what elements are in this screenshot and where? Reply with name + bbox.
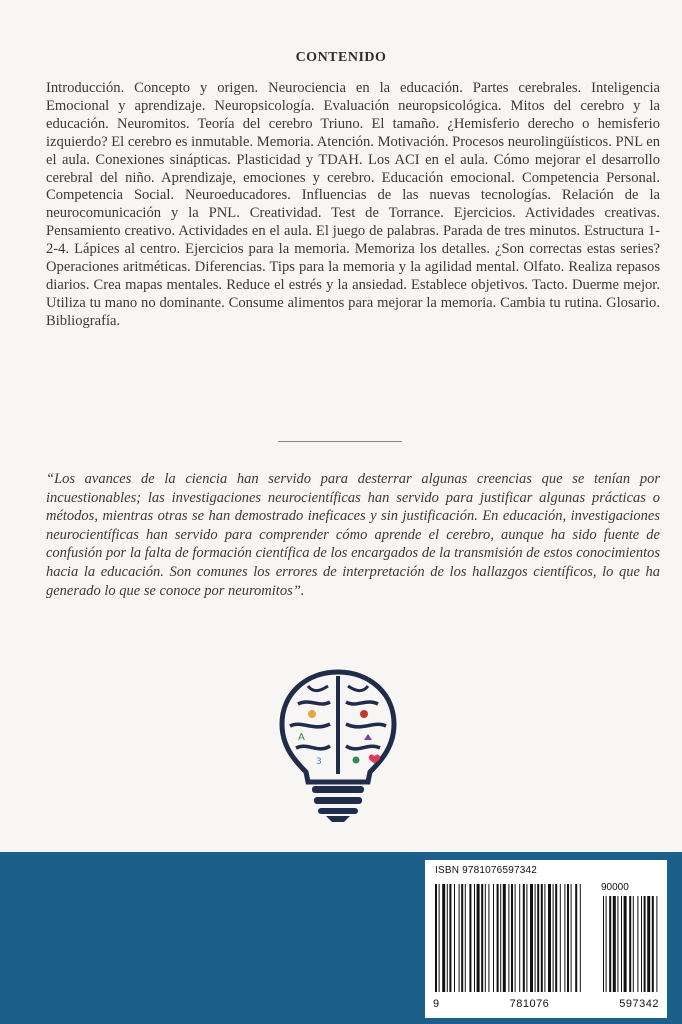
barcode-bar [560,884,561,992]
barcode-bar [469,884,471,992]
barcode-addon-bar [641,896,642,992]
isbn-digit-group: 597342 [619,998,659,1010]
barcode-addon-bar [644,896,646,992]
isbn-digit-group: 9 [433,998,440,1010]
barcode-addon-bar [603,896,604,992]
barcode-bar [485,884,486,992]
barcode-bar [515,884,516,992]
barcode-bars [431,880,663,998]
barcode-bar [493,884,494,992]
barcode-bar [477,884,480,992]
barcode-bar [535,884,536,992]
contents-list: Introducción. Concepto y origen. Neurociencia en la educación. Partes cerebrales. Inteligencia Emocional y aprendizaje. Neuropsicología. Evaluación neuropsicológica. Mitos del cerebro y la educación. Neuromitos. Teoría del cerebro Triuno. El tamaño. ¿Hemisferio derecho o hemisferio izquierdo? El cerebro es inmutable. Memoria. Atención. Motivación. Procesos neurolingüísticos. PNL en el aula. Conexiones sinápticas. Plasticidad y TDAH. Los ACI en el aula. Cómo mejorar el desarrollo cerebral del niño. Aprendizaje, emociones y cerebro. Educación emocional. Competencia Personal. Competencia Social. Neuroeducadores. Influencias de las nuevas tecnologías. Relación de la neurocomunicación y la PNL. Creatividad. Test de Torrance. Ejercicios. Actividades creativas. Pensamiento creativo. Actividades en el aula. El juego de palabras. Parada de tres minutos. Estructura 1-2-4. Lápices al centro. Ejercicios para la memoria. Memoriza los detalles. ¿Son correctas estas series? Operaciones aritméticas. Diferencias. Tips para la memoria y la agilidad mental. Olfato. Realiza repasos diarios. Crea mapas mentales. Reduce el estrés y la ansiedad. Establece objetivos. Tacto. Duerme mejor. Utiliza tu mano no dominante. Consume alimentos para mejorar la memoria. Cambia tu rutina. Glosario. Bibliografía. [46,80,660,329]
isbn-digit-group: 781076 [509,998,550,1010]
svg-text:3: 3 [316,757,322,767]
barcode-bar [553,884,554,992]
barcode-bar [439,884,440,992]
barcode-bar [454,884,455,992]
barcode-bar [526,884,527,992]
barcode-bar [523,884,525,992]
barcode-bar [580,884,581,992]
barcode-bar [500,884,501,992]
barcode-bar [508,884,509,992]
barcode-bar [564,884,565,992]
barcode-addon-bar [613,896,616,992]
barcode-bar [519,884,520,992]
isbn-label: ISBN 9781076597342 [435,865,538,876]
svg-text:A: A [298,732,305,743]
barcode-addon-bar [606,896,607,992]
barcode-addon-bar [609,896,611,992]
barcode-bar [541,884,543,992]
barcode-bar [435,884,437,992]
barcode-addon-bar [629,896,631,992]
barcode-bar [503,884,506,992]
barcode-bar [511,884,513,992]
back-cover-quote: “Los avances de la ciencia han servido para desterrar algunas creencias que se tenían por incuestionables; las investigaciones neurocientíficas han servido para justificar algunas prácticas o métodos, mientras otras se han demostrado ineficaces y sin justificación. En educación, investigaciones neurocientíficas han servido para comprender cómo aprende el cerebro, aunque ha sido fuente de confusión por la falta de formación científica de los encargados de la transmisión de estos conocimientos hacia la educación. Son comunes los errores de interpretación de los hallazgos científicos, lo que ha generado lo que se conoce por neuromitos”. [46,471,660,599]
price-code: 90000 [601,882,629,893]
barcode-addon-bar [637,896,638,992]
barcode-bar [571,884,572,992]
barcode-bar [555,884,557,992]
barcode-bar [544,884,545,992]
barcode-bar [461,884,463,992]
barcode-bar [497,884,499,992]
barcode-bar [481,884,483,992]
barcode-addon-bar [621,896,622,992]
contents-heading: CONTENIDO [295,50,387,65]
barcode-bar [530,884,533,992]
barcode-addon-bar [633,896,634,992]
barcode-bar [567,884,569,992]
isbn-digits [433,998,659,1010]
barcode-bar [537,884,539,992]
barcode-bar [447,884,448,992]
barcode-addon-bar [647,896,650,992]
barcode-bar [548,884,551,992]
barcode-bar [449,884,451,992]
barcode-bar [442,884,445,992]
brain-lightbulb-icon [268,664,408,824]
barcode-addon-bar [617,896,618,992]
isbn-barcode [425,860,667,1018]
barcode-addon-bar [624,896,627,992]
section-divider [278,441,402,442]
barcode-addon-bar [656,896,657,992]
barcode-bar [459,884,460,992]
barcode-addon-bar [652,896,654,992]
barcode-bar [575,884,577,992]
barcode-bar [474,884,475,992]
barcode-bar [465,884,466,992]
barcode-bar [488,884,489,992]
